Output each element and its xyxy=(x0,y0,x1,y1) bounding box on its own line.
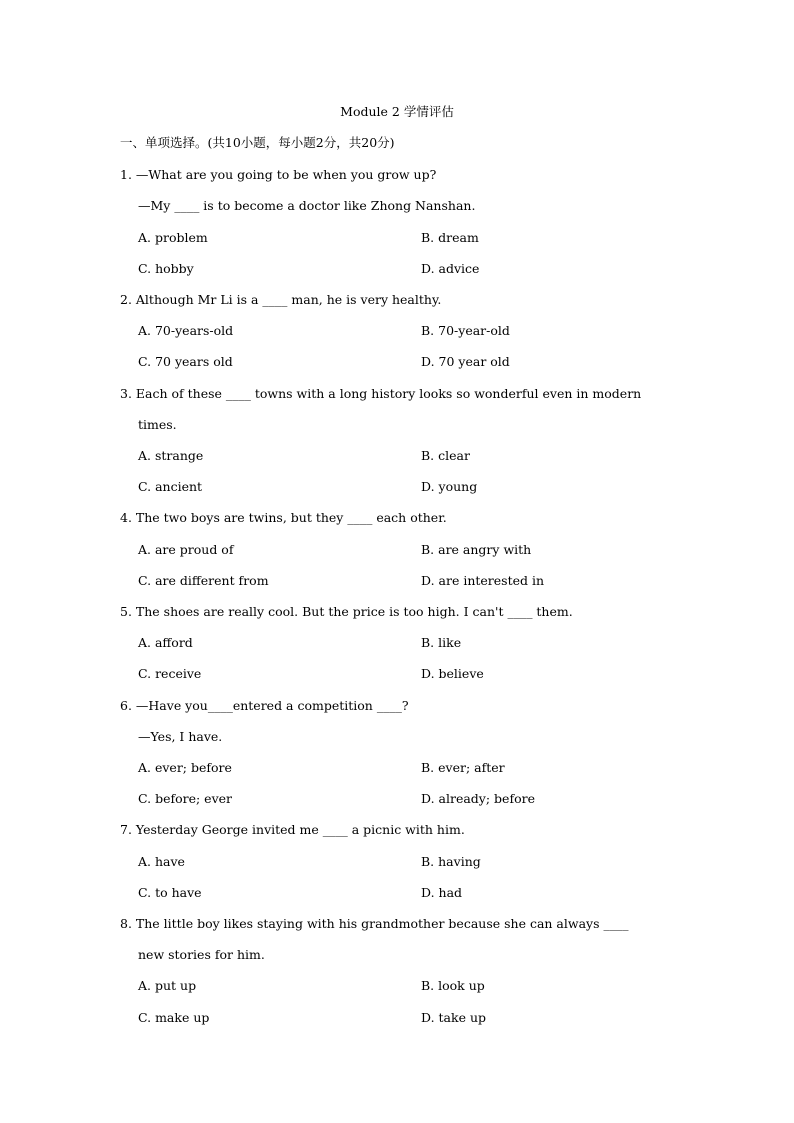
question-7-option-c: C. to have xyxy=(138,885,202,900)
question-5-option-d: D. believe xyxy=(421,666,484,681)
question-3-option-b: B. clear xyxy=(421,448,470,463)
question-8-stem: 8. The little boy likes staying with his grandmother because she can always ____ xyxy=(120,916,629,931)
question-6-stem: 6. —Have you____entered a competition ____? xyxy=(120,698,409,713)
question-6-option-b: B. ever; after xyxy=(421,760,505,775)
question-2-option-a: A. 70-years-old xyxy=(138,323,234,338)
question-5-stem: 5. The shoes are really cool. But the price is too high. I can't ____ them. xyxy=(120,604,573,619)
question-1-option-c: C. hobby xyxy=(138,261,194,276)
question-1-option-b: B. dream xyxy=(421,230,479,245)
question-6-option-a: A. ever; before xyxy=(138,760,232,775)
question-5-option-c: C. receive xyxy=(138,666,202,681)
question-8-option-c: C. make up xyxy=(138,1010,210,1025)
question-3-stem-continued: times. xyxy=(138,417,177,432)
question-2-option-d: D. 70 year old xyxy=(421,354,510,369)
question-8-stem-continued: new stories for him. xyxy=(138,947,265,962)
question-4-option-c: C. are different from xyxy=(138,573,269,588)
document-title: Module 2 学情评估 xyxy=(340,104,454,119)
question-6-reply: —Yes, I have. xyxy=(138,729,223,744)
question-2-stem: 2. Although Mr Li is a ____ man, he is very healthy. xyxy=(120,292,442,307)
question-2-option-b: B. 70-year-old xyxy=(421,323,510,338)
question-7-option-d: D. had xyxy=(421,885,463,900)
question-4-option-d: D. are interested in xyxy=(421,573,545,588)
question-7-stem: 7. Yesterday George invited me ____ a picnic with him. xyxy=(120,822,465,837)
question-7-option-b: B. having xyxy=(421,854,481,869)
question-1-reply: —My ____ is to become a doctor like Zhong Nanshan. xyxy=(138,198,476,213)
question-6-option-d: D. already; before xyxy=(421,791,535,806)
question-4-option-a: A. are proud of xyxy=(138,542,234,557)
question-2-option-c: C. 70 years old xyxy=(138,354,233,369)
question-4-option-b: B. are angry with xyxy=(421,542,532,557)
question-3-stem: 3. Each of these ____ towns with a long history looks so wonderful even in modern xyxy=(120,386,642,401)
question-1-stem: 1. —What are you going to be when you grow up? xyxy=(120,167,437,182)
question-3-option-c: C. ancient xyxy=(138,479,203,494)
question-8-option-a: A. put up xyxy=(138,978,197,993)
question-7-option-a: A. have xyxy=(138,854,185,869)
question-1-option-a: A. problem xyxy=(138,230,208,245)
section-heading: 一、单项选择。(共10小题，每小题2分，共20分) xyxy=(120,135,395,150)
question-3-option-a: A. strange xyxy=(138,448,204,463)
question-3-option-d: D. young xyxy=(421,479,478,494)
question-5-option-a: A. afford xyxy=(138,635,193,650)
question-4-stem: 4. The two boys are twins, but they ____ each other. xyxy=(120,510,447,525)
question-1-option-d: D. advice xyxy=(421,261,480,276)
question-8-option-b: B. look up xyxy=(421,978,485,993)
question-6-option-c: C. before; ever xyxy=(138,791,233,806)
question-5-option-b: B. like xyxy=(421,635,462,650)
question-8-option-d: D. take up xyxy=(421,1010,486,1025)
